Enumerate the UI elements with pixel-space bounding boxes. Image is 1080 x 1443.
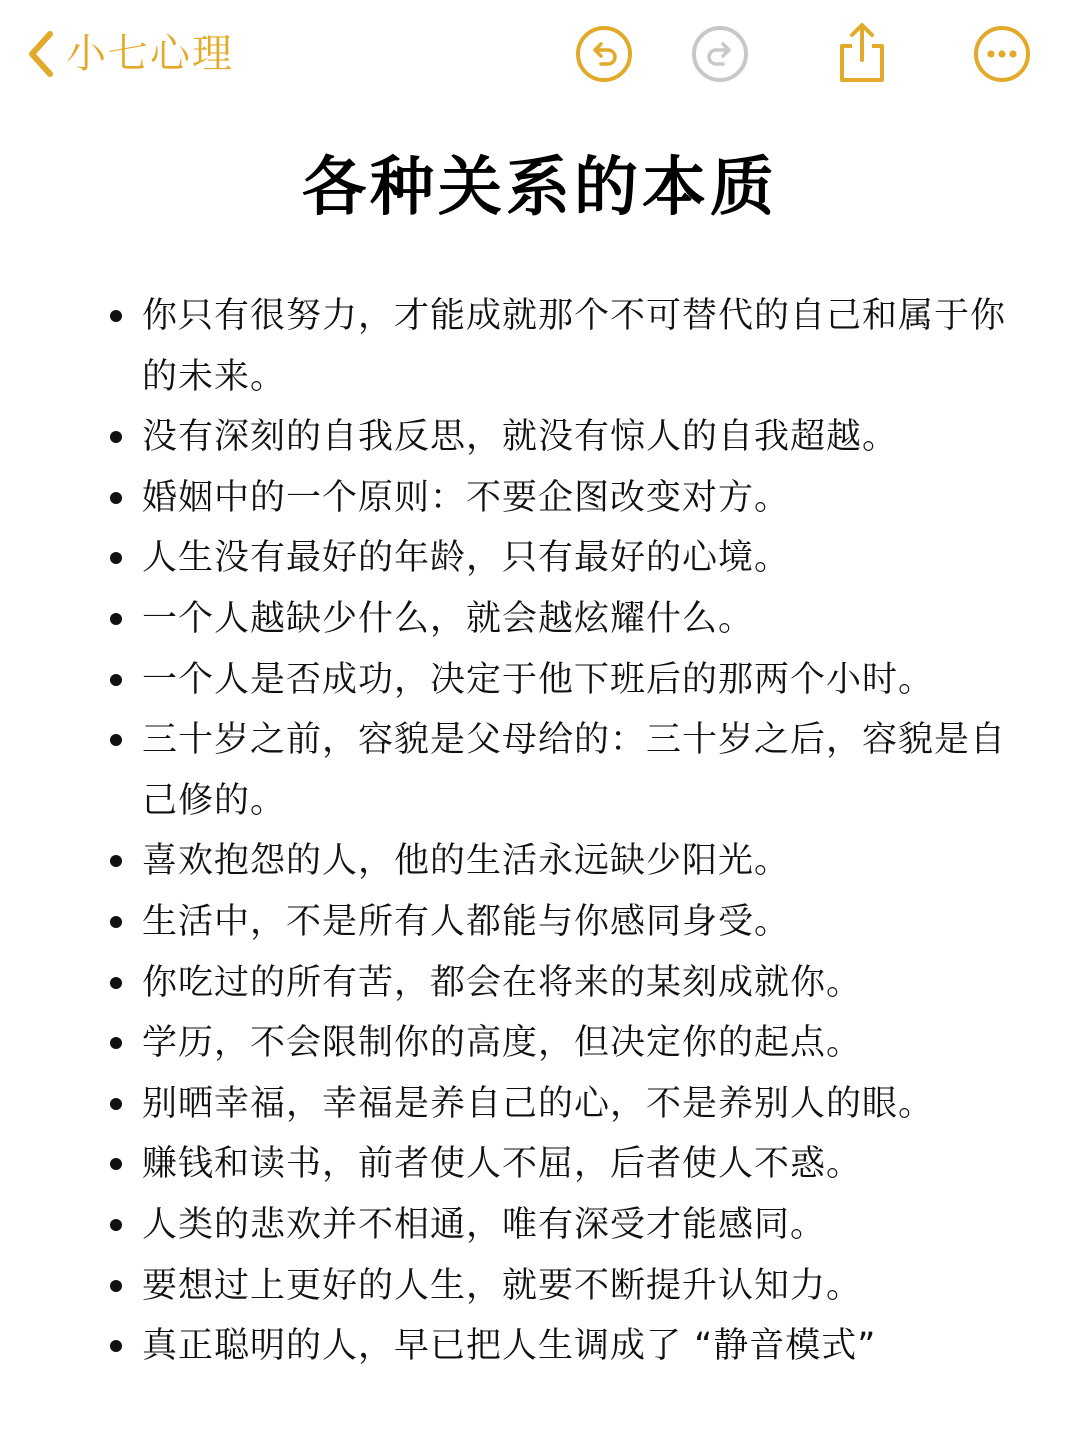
bullet-icon: [110, 1340, 122, 1352]
list-item-text: 一个人越缺少什么，就会越炫耀什么。: [142, 598, 755, 639]
list-item: [104, 407, 1034, 468]
bullet-icon: [110, 613, 122, 625]
bullet-icon: [110, 734, 122, 746]
list-item-text: 一个人是否成功，决定于他下班后的那两个小时。: [142, 659, 935, 700]
list-item-text: 人类的悲欢并不相通，唯有深受才能感同。: [142, 1204, 827, 1245]
list-item-text: 你只有很努力，才能成就那个不可替代的自己和属于你的未来。: [142, 296, 1007, 397]
bullet-icon: [110, 855, 122, 867]
redo-icon: [690, 24, 750, 84]
undo-button[interactable]: [574, 24, 634, 84]
back-label: 小七心理: [66, 31, 234, 77]
list-item: [104, 1074, 1034, 1135]
list-item-text: 你吃过的所有苦，都会在将来的某刻成就你。: [142, 962, 863, 1003]
list-item-text: 没有深刻的自我反思，就没有惊人的自我超越。: [142, 417, 899, 458]
bullet-icon: [110, 916, 122, 928]
share-button[interactable]: [832, 20, 892, 80]
list-item-text: 人生没有最好的年龄，只有最好的心境。: [142, 538, 791, 579]
redo-button[interactable]: [690, 24, 750, 84]
list-item-text: 学历，不会限制你的高度，但决定你的起点。: [142, 1023, 863, 1064]
list-item-text: 喜欢抱怨的人，他的生活永远缺少阳光。: [142, 841, 791, 882]
list-item: [104, 1013, 1034, 1074]
bullet-icon: [110, 1158, 122, 1170]
note-bullet-list: [104, 286, 1034, 1377]
more-button[interactable]: [972, 24, 1032, 84]
bullet-icon: [110, 1219, 122, 1231]
back-button[interactable]: [24, 26, 234, 82]
bullet-icon: [110, 674, 122, 686]
list-item: [104, 1316, 1034, 1377]
list-item-text: 婚姻中的一个原则：不要企图改变对方。: [142, 477, 791, 518]
list-item: [104, 468, 1034, 529]
list-item-text: 赚钱和读书，前者使人不屈，后者使人不惑。: [142, 1144, 863, 1185]
list-item: [104, 650, 1034, 711]
top-toolbar: [0, 0, 1080, 110]
bullet-icon: [110, 492, 122, 504]
list-item: [104, 831, 1034, 892]
list-item-text: 生活中，不是所有人都能与你感同身受。: [142, 901, 791, 942]
list-item: [104, 589, 1034, 650]
bullet-icon: [110, 552, 122, 564]
bullet-icon: [110, 1098, 122, 1110]
list-item-text: 别晒幸福，幸福是养自己的心，不是养别人的眼。: [142, 1083, 935, 1124]
list-item: [104, 1256, 1034, 1317]
undo-icon: [574, 24, 634, 84]
list-item-text: 真正聪明的人，早已把人生调成了 “静音模式”: [142, 1326, 877, 1367]
bullet-icon: [110, 1280, 122, 1292]
list-item: [104, 528, 1034, 589]
list-item: [104, 892, 1034, 953]
note-title: 各种关系的本质: [302, 151, 778, 225]
bullet-icon: [110, 977, 122, 989]
more-icon: [972, 24, 1032, 84]
list-item: [104, 1134, 1034, 1195]
bullet-icon: [110, 431, 122, 443]
bullet-icon: [110, 1037, 122, 1049]
chevron-left-icon: [24, 28, 58, 80]
list-item: [104, 710, 1034, 831]
list-item-text: 三十岁之前，容貌是父母给的：三十岁之后，容貌是自己修的。: [142, 720, 1007, 821]
bullet-icon: [110, 310, 122, 322]
list-item-text: 要想过上更好的人生，就要不断提升认知力。: [142, 1265, 863, 1306]
share-icon: [832, 20, 892, 86]
list-item: [104, 1195, 1034, 1256]
list-item: [104, 953, 1034, 1014]
list-item: [104, 286, 1034, 407]
